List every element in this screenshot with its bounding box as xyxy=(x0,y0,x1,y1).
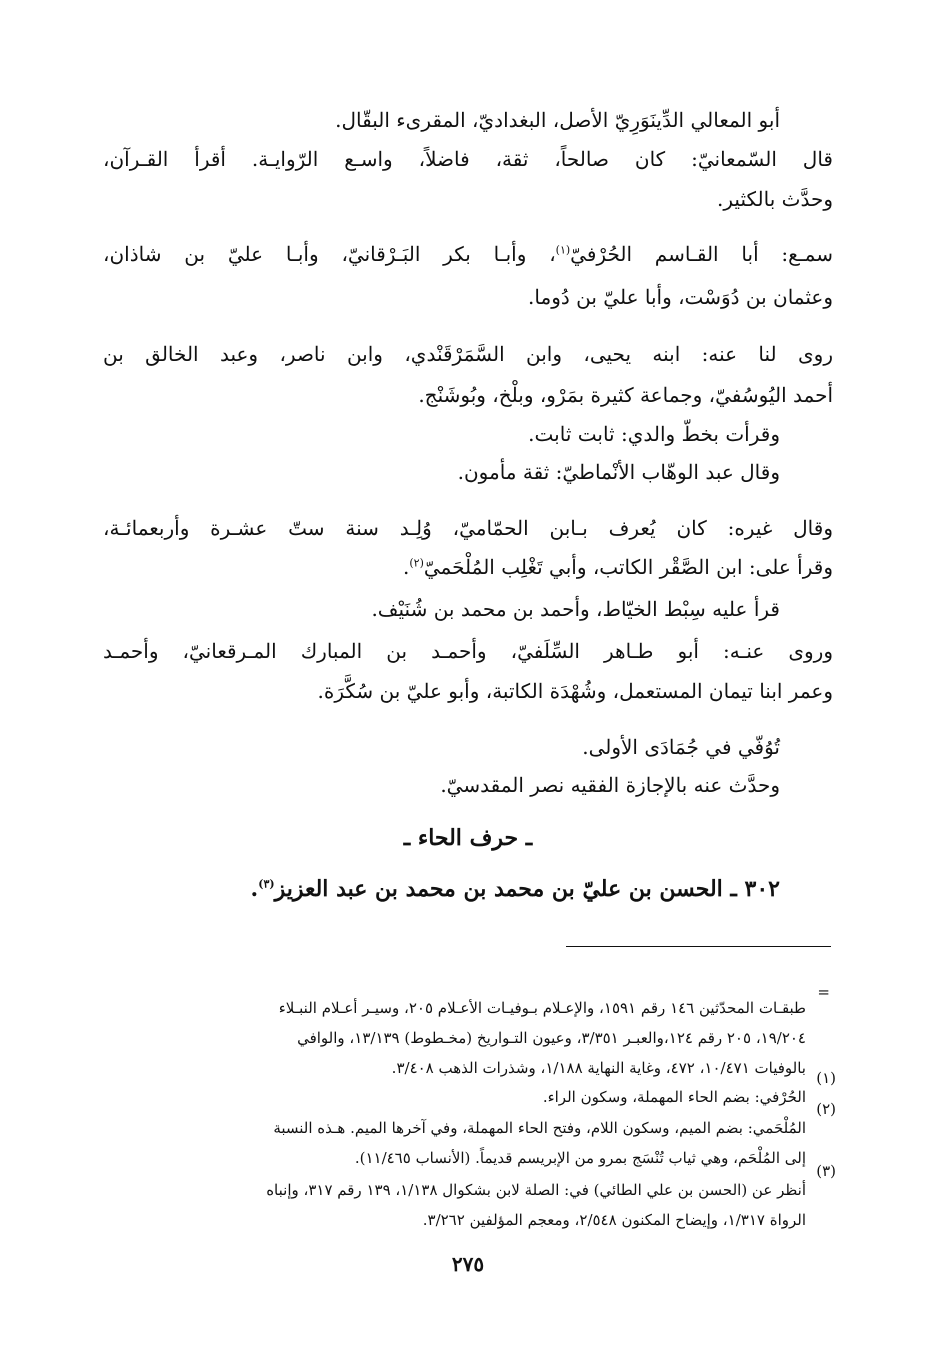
footnote-2-line-1: المُلْحَمي: بضم الميم، وسكون اللام، وفتح الحاء المهملة، وفي آخرها الميم. هـذه النسبة xyxy=(273,1119,806,1137)
text-line-9: وقال عبد الوهّاب الأنْماطيّ: ثقة مأمون. xyxy=(457,460,780,484)
footnote-3-line-2: الرواة ١/٣١٧، وإيضاح المكنون ٢/٥٤٨، ومعجم المؤلفين ٣/٢٦٢. xyxy=(422,1211,806,1229)
footnote-separator xyxy=(566,946,831,947)
footnote-1-text: الحُرْفي: بضم الحاء المهملة، وسكون الراء. xyxy=(542,1088,806,1106)
text-line-1: أبو المعالي الدِّينَوَرِيّ الأصل، البغداديّ، المقرىء البقّال. xyxy=(335,108,780,132)
text-line-5: وعثمان بن دُوَسْت، وأبا عليّ بن دُوما. xyxy=(528,285,833,309)
footnote-cont-line-1: طبقـات المحدّثين ١٤٦ رقم ١٥٩١، والإعـلام بـوفيـات الأعـلام ٢٠٥، وسيـر أعـلام النبـلاء xyxy=(278,999,806,1017)
footnote-continuation-mark: = xyxy=(817,983,830,1001)
text-line-16: وحدَّث عنه بالإجازة الفقيه نصر المقدسيّ. xyxy=(440,773,780,797)
text-line-8: وقرأت بخطّ والدي: ثابت ثابت. xyxy=(528,422,780,446)
section-heading: ـ حرف الحاء ـ xyxy=(403,825,533,851)
footnote-3-line-1: أنظر عن (الحسن بن علي الطائي) في: الصلة لابن بشكوال ١/١٣٨، ١٣٩ رقم ٣١٧، وإنباه xyxy=(266,1181,806,1199)
entry-title-text: ٣٠٢ ـ الحسن بن عليّ بن محمد بن محمد بن عبد العزيز xyxy=(274,876,780,902)
text-line-6: روى لنا عنه: ابنه يحيى، وابن السَّمَرْقَنْدي، وابن ناصر، وعبد الخالق بن xyxy=(103,342,833,366)
footnote-ref-1[interactable]: (١) xyxy=(555,243,571,257)
entry-title-end: . xyxy=(250,876,259,902)
footnote-cont-line-3: بالوفيات ١٠/٤٧١، ٤٧٢، وغاية النهاية ١/١٨٨، وشذرات الذهب ٣/٤٠٨. xyxy=(391,1059,806,1077)
text-line-11-part-b: . xyxy=(403,555,410,579)
footnote-3-mark: (٣) xyxy=(816,1162,836,1180)
text-line-11 xyxy=(403,553,833,581)
footnote-1-mark: (١) xyxy=(816,1069,836,1087)
footnote-2-line-2: إلى المُلْحَم، وهي ثياب تُنْسَج بمرو من الإبريسم قديماً. (الأنساب ١١/٤٦٥). xyxy=(354,1149,806,1167)
page-number: ٢٧٥ xyxy=(451,1252,485,1276)
text-line-13: وروى عنـه: أبو طـاهر السِّلَفيّ، وأحمـد بن المبارك المـرقعانيّ، وأحمـد xyxy=(103,639,833,663)
text-line-4-part-b: ، وأبـا بكر البَـرْقانيّ، وأبـا عليّ بن شاذان، xyxy=(103,242,556,266)
footnote-ref-2[interactable]: (٢) xyxy=(409,556,424,570)
text-line-4-part-a: سمـع: أبا القـاسم الحُرْفيّ xyxy=(570,242,833,266)
entry-title xyxy=(251,876,780,902)
footnote-ref-3[interactable]: (٣) xyxy=(258,877,275,891)
text-line-11-part-a: وقرأ على: ابن الصَّقْر الكاتب، وأبي تَغْلِب المُلْحَميّ xyxy=(423,555,833,579)
footnote-cont-line-2: ١٩/٢٠٤، ٢٠٥ رقم ١٢٤،والعبـر ٣/٣٥١، وعيون التـواريخ (مخـطوط) ١٣/١٣٩، والوافي xyxy=(297,1029,806,1047)
text-line-2: قال السّمعانيّ: كان صالحاً، ثقة، فاضلاً، واسـع الرّوايـة. أقرأ القـرآن، xyxy=(103,147,833,171)
text-line-7: أحمد اليُوسُفيّ، وجماعة كثيرة بمَرْو، وبلْخ، وبُوشَنْج. xyxy=(418,383,833,407)
text-line-4 xyxy=(103,240,833,268)
text-line-3: وحدَّث بالكثير. xyxy=(717,187,833,211)
text-line-10: وقال غيره: كان يُعرف بـابن الحمّاميّ، وُلِـد سنة ستّ عشـرة وأربعمائـة، xyxy=(103,516,833,540)
text-line-14: وعمر ابنا تيمان المستعمل، وشُهْدَة الكاتبة، وأبو عليّ بن سُكَّرَة. xyxy=(317,679,833,703)
text-line-12: قرأ عليه سِبْط الخيّاط، وأحمد بن محمد بن شُنَيْف. xyxy=(371,597,780,621)
text-line-15: تُوُفّي في جُمَادَى الأولى. xyxy=(582,735,780,759)
footnote-2-mark: (٢) xyxy=(816,1100,836,1118)
